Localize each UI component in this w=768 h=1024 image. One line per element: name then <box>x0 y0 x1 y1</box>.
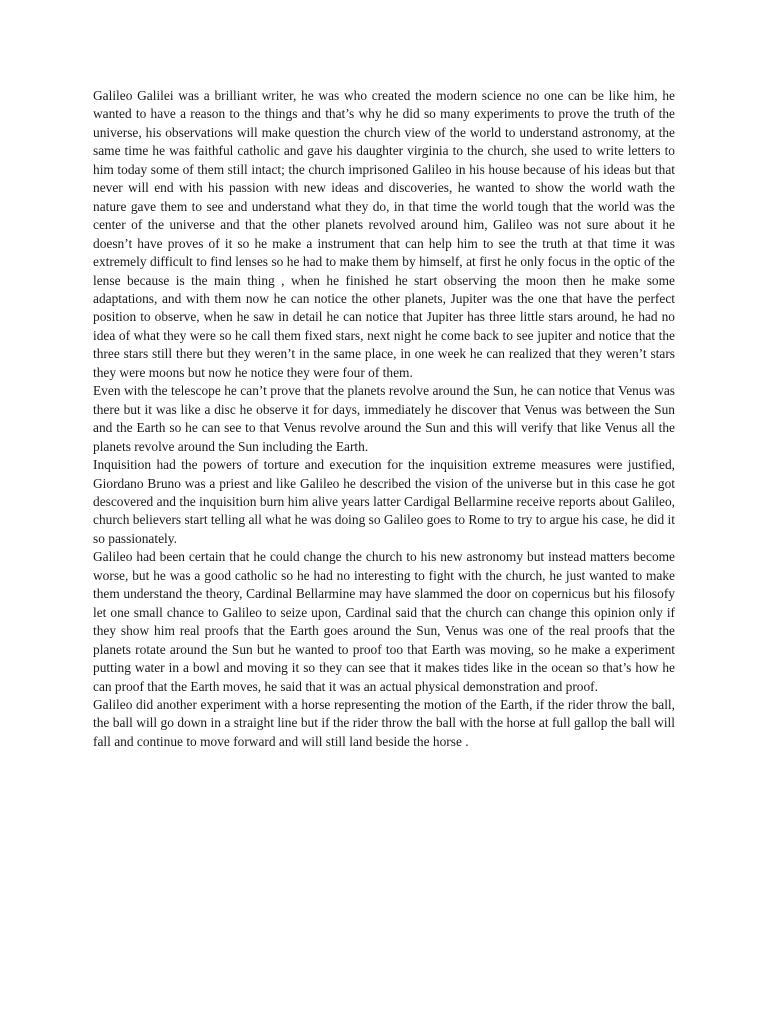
document-body <box>93 87 675 751</box>
paragraph-3: Inquisition had the powers of torture and execution for the inquisition extreme measures were justified, Giordano Bruno was a priest and like Galileo he described the vision of the universe but in this case he got descovered and the inquisition burn him alive years latter Cardigal Bellarmine receive reports about Galileo, church believers start telling all what he was doing so Galileo goes to Rome to try to argue his case, he did it so passionately. <box>93 457 675 546</box>
paragraph-4: Galileo had been certain that he could change the church to his new astronomy but instead matters become worse, but he was a good catholic so he had no interesting to fight with the church, he just wanted to make them understand the theory, Cardinal Bellarmine may have slammed the door on copernicus but his filosofy let one small chance to Galileo to seize upon, Cardinal said that the church can change this opinion only if they show him real proofs that the Earth goes around the Sun, Venus was one of the real proofs that the planets rotate around the Sun but he wanted to proof too that Earth was moving, so he make a experiment putting water in a bowl and moving it so they can see that it makes tides like in the ocean so that’s how he can proof that the Earth moves, he said that it was an actual physical demonstration and proof. <box>93 549 675 694</box>
paragraph-5: Galileo did another experiment with a horse representing the motion of the Earth, if the rider throw the ball, the ball will go down in a straight line but if the rider throw the ball with the horse at full gallop the ball will fall and continue to move forward and will still land beside the horse . <box>93 696 675 749</box>
paragraph-2: Even with the telescope he can’t prove that the planets revolve around the Sun, he can notice that Venus was there but it was like a disc he observe it for days, immediately he discover that Venus was between the Sun and the Earth so he can see to that Venus revolve around the Sun and this will verify that like Venus all the planets revolve around the Sun including the Earth. <box>93 383 675 454</box>
paragraph-1: Galileo Galilei was a brilliant writer, he was who created the modern science no one can be like him, he wanted to have a reason to the things and that’s why he did so many experiments to prove the truth of the universe, his observations will make question the church view of the world to understand astronomy, at the same time he was faithful catholic and gave his daughter virginia to the church, she used to write letters to him today some of them still intact; the church imprisoned Galileo in his house because of his ideas but that never will end with his passion with new ideas and discoveries, he wanted to show the world wath the nature gave them to see and understand what they do, in that time the world tough that the world was the center of the universe and that the other planets revolved around him, Galileo was not sure about it he doesn’t have proves of it so he make a instrument that can help him to see the truth at that time it was extremely difficult to find lenses so he had to make them by himself, at first he only focus in the optic of the lense because is the main thing , when he finished he start observing the moon then he make some adaptations, and with them now he can notice the other planets, Jupiter was the one that have the perfect position to observe, when he saw in detail he can notice that Jupiter has three little stars around, he had no idea of what they were so he call them fixed stars, next night he come back to see jupiter and notice that the three stars still there but they weren’t in the same place, in one week he can realized that they weren’t stars they were moons but now he notice they were four of them. <box>93 88 675 380</box>
